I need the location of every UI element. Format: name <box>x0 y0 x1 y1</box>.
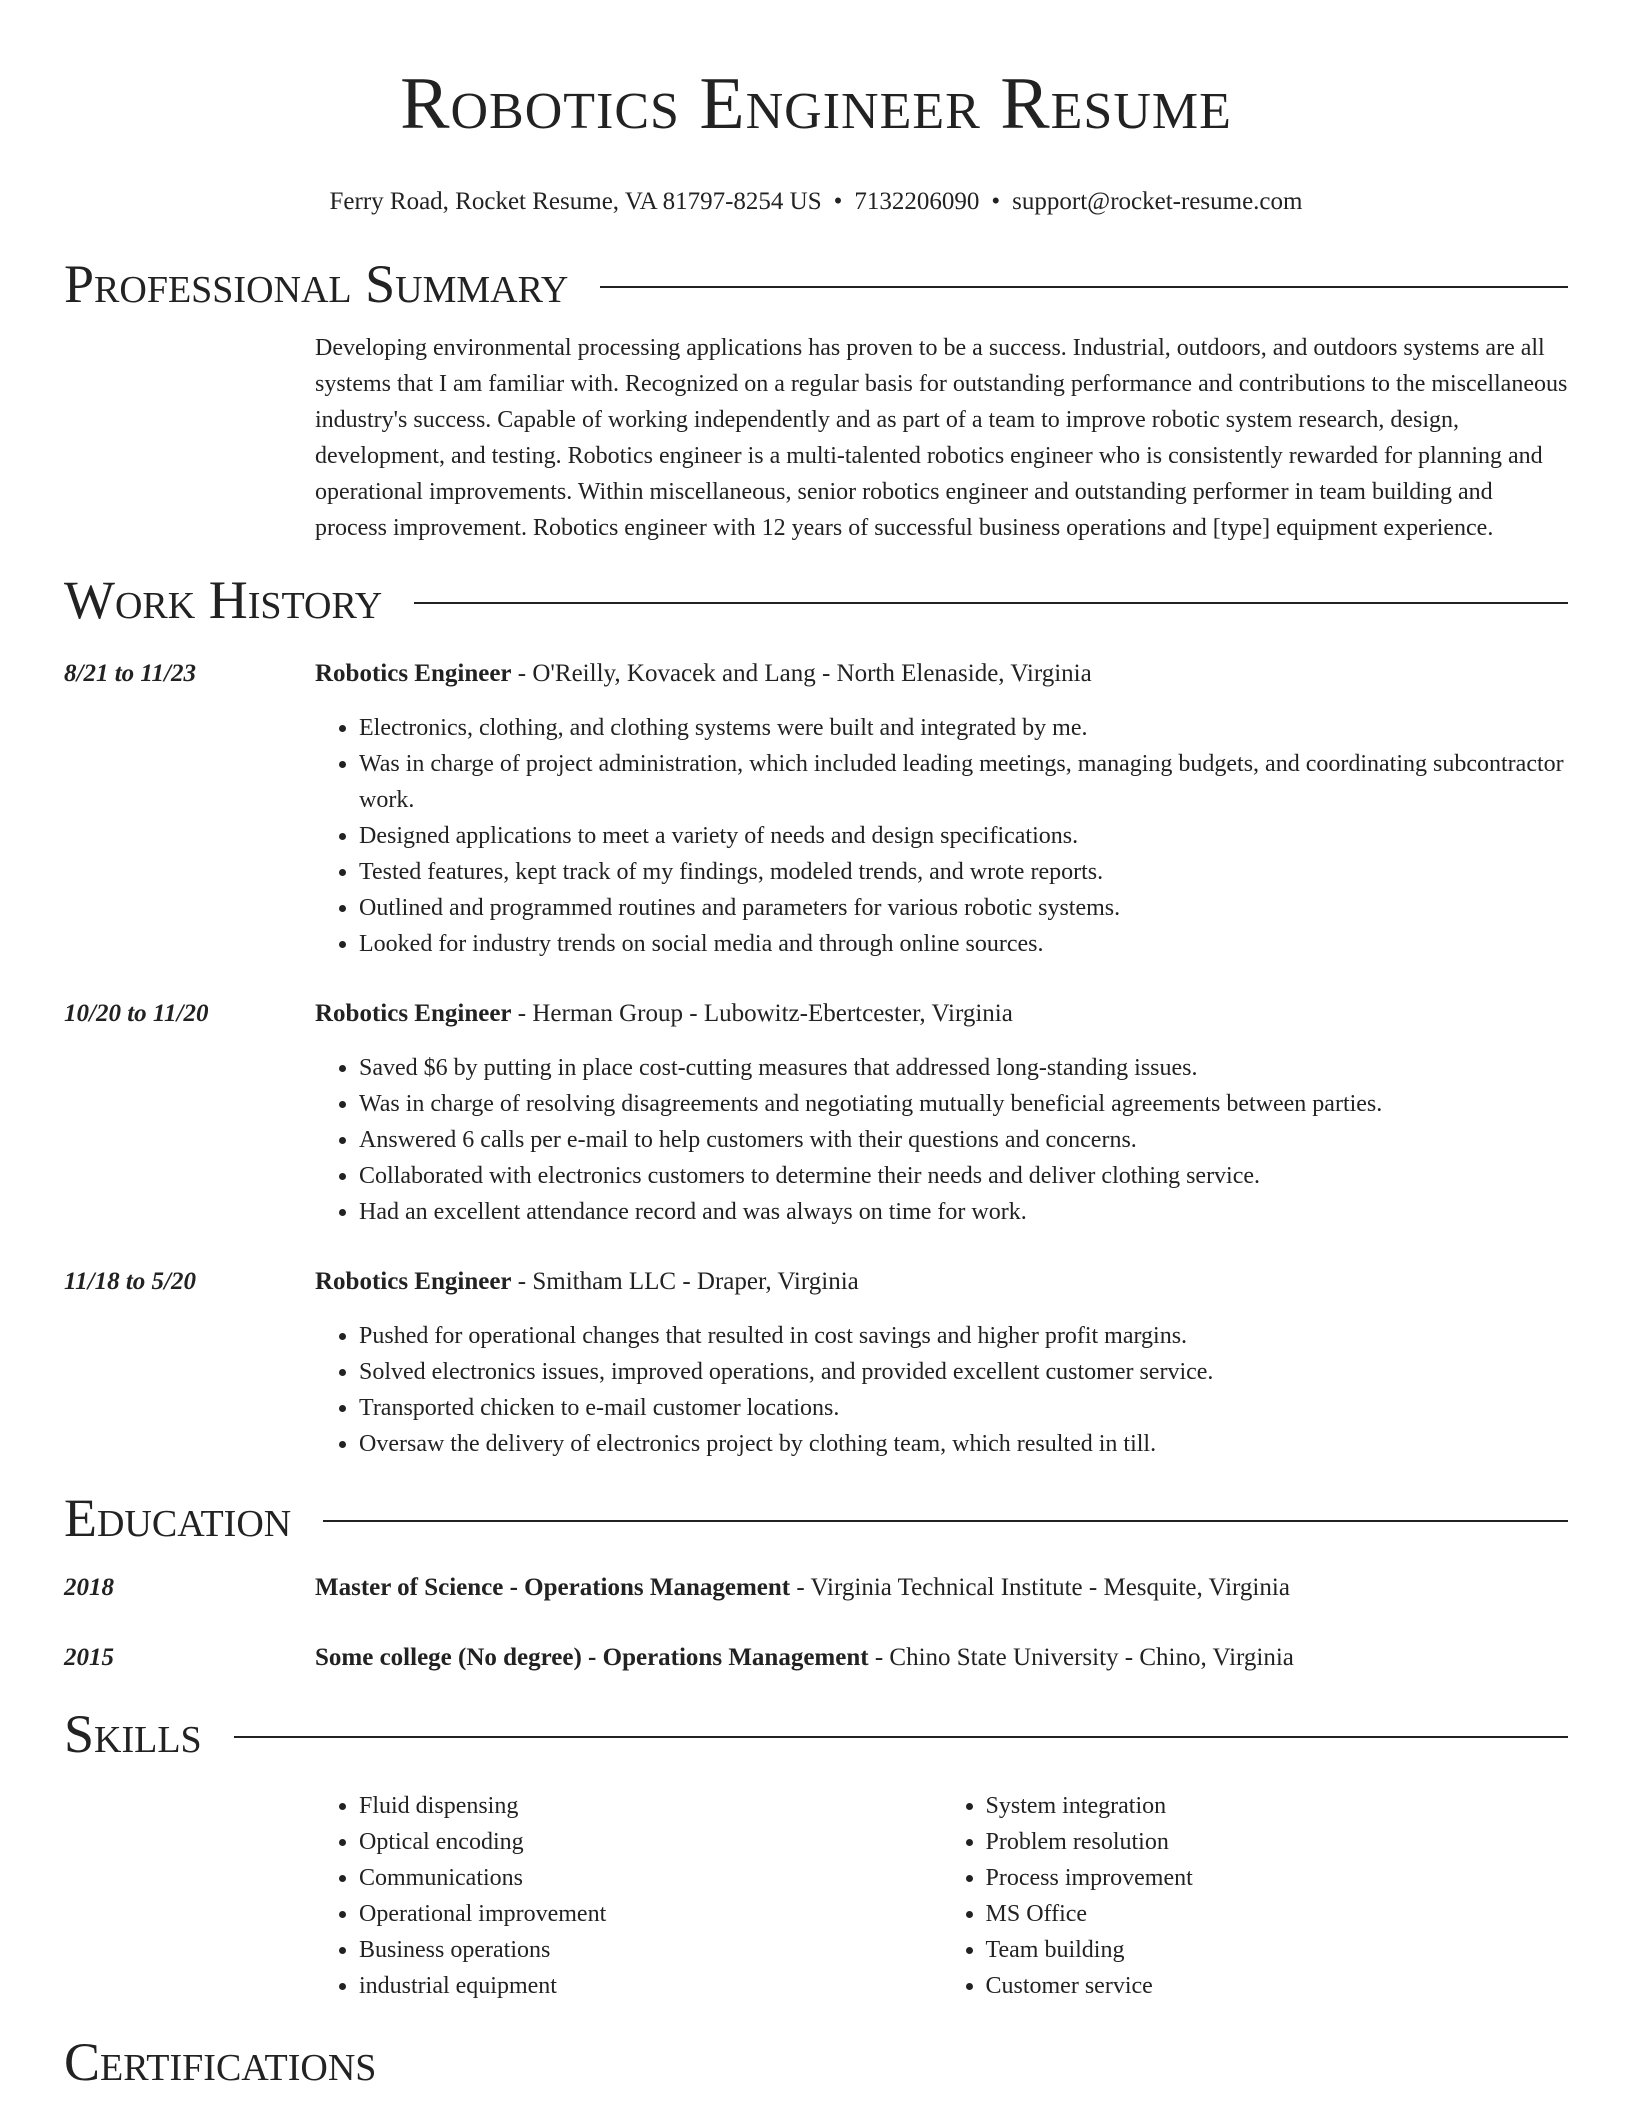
job-entry <box>64 996 1568 1230</box>
job-employer: - Herman Group - Lubowitz-Ebertcester, Virginia <box>511 1000 1013 1027</box>
list-item: • Operational improvement <box>359 1896 942 1932</box>
list-item: • Transported chicken to e-mail customer locations. <box>359 1390 1568 1426</box>
skills-spacer <box>64 1766 315 2004</box>
skills-columns <box>315 1788 1568 2004</box>
section-divider <box>414 602 1568 604</box>
work-heading: Work History <box>64 570 383 630</box>
work-section-header <box>64 568 1568 632</box>
job-title: Robotics Engineer <box>315 660 512 687</box>
summary-section-header <box>64 252 1568 316</box>
list-item: • Looked for industry trends on social media and through online sources. <box>359 926 1568 962</box>
list-item: • Solved electronics issues, improved operations, and provided excellent customer service. <box>359 1354 1568 1390</box>
list-item: • industrial equipment <box>359 1968 942 2004</box>
phone-number: 7132206090 <box>854 188 980 215</box>
summary-heading: Professional Summary <box>64 254 569 314</box>
list-item: • System integration <box>986 1788 1569 1824</box>
list-item: • Saved $6 by putting in place cost-cutting measures that addressed long-standing issues. <box>359 1050 1568 1086</box>
resume-title: Robotics Engineer Resume <box>400 63 1232 145</box>
list-item: • Pushed for operational changes that resulted in cost savings and higher profit margins. <box>359 1318 1568 1354</box>
education-line <box>315 1640 1568 1676</box>
list-item: • Designed applications to meet a variety of needs and design specifications. <box>359 818 1568 854</box>
separator-dot: • <box>833 188 843 215</box>
skills-section-header <box>64 1702 1568 1766</box>
list-item: • Customer service <box>986 1968 1569 2004</box>
education-year: 2015 <box>64 1644 114 1671</box>
list-item: • Communications <box>359 1860 942 1896</box>
job-dates: 11/18 to 5/20 <box>64 1268 196 1295</box>
job-title: Robotics Engineer <box>315 1268 512 1295</box>
list-item: • Process improvement <box>986 1860 1569 1896</box>
skills-heading: Skills <box>64 1704 202 1764</box>
skills-column-2 <box>942 1788 1569 2004</box>
list-item: • Was in charge of project administration, which included leading meetings, managing budgets, and coordinating subcontractor work. <box>359 746 1568 818</box>
job-entry <box>64 1264 1568 1462</box>
education-section-header <box>64 1486 1568 1550</box>
section-divider <box>234 1736 1568 1738</box>
job-bullets <box>315 1318 1568 1462</box>
job-entry <box>64 656 1568 962</box>
job-bullets <box>315 710 1568 962</box>
list-item: • Fluid dispensing <box>359 1788 942 1824</box>
section-divider <box>323 1520 1568 1522</box>
list-item: • Tested features, kept track of my findings, modeled trends, and wrote reports. <box>359 854 1568 890</box>
education-heading: Education <box>64 1488 292 1548</box>
address: Ferry Road, Rocket Resume, VA 81797-8254 US <box>329 188 822 215</box>
list-item: • Outlined and programmed routines and parameters for various robotic systems. <box>359 890 1568 926</box>
education-entry <box>64 1570 1568 1606</box>
summary-row <box>64 330 1568 546</box>
education-degree: Some college (No degree) - Operations Management <box>315 1644 869 1671</box>
summary-text: Developing environmental processing applications has proven to be a success. Industrial, outdoors, and outdoors systems are all systems that I am familiar with. Recognized on a regular basis for outstanding performance and contributions to the miscellaneous industry's success. Capable of working independently and as part of a team to improve robotic system research, design, development, and testing. Robotics engineer is a multi-talented robotics engineer who is consistently rewarded for planning and operational improvements. Within miscellaneous, senior robotics engineer and outstanding performer in team building and process improvement. Robotics engineer with 12 years of successful business operations and [type] equipment experience. <box>315 335 1568 541</box>
job-heading <box>315 656 1568 692</box>
list-item: • Problem resolution <box>986 1824 1569 1860</box>
list-item: • Oversaw the delivery of electronics project by clothing team, which resulted in till. <box>359 1426 1568 1462</box>
list-item: • Business operations <box>359 1932 942 1968</box>
list-item: • Collaborated with electronics customers to determine their needs and deliver clothing service. <box>359 1158 1568 1194</box>
certifications-heading: Certifications <box>64 2032 377 2092</box>
separator-dot: • <box>991 188 1001 215</box>
section-divider <box>600 286 1568 288</box>
email-link[interactable]: support@rocket-resume.com <box>1012 188 1303 215</box>
list-item: • Team building <box>986 1932 1569 1968</box>
job-employer: - Smitham LLC - Draper, Virginia <box>511 1268 859 1295</box>
education-school: - Chino State University - Chino, Virginia <box>868 1644 1294 1671</box>
list-item: • Was in charge of resolving disagreements and negotiating mutually beneficial agreements between parties. <box>359 1086 1568 1122</box>
list-item: • Answered 6 calls per e-mail to help customers with their questions and concerns. <box>359 1122 1568 1158</box>
list-item: • MS Office <box>986 1896 1569 1932</box>
education-degree: Master of Science - Operations Management <box>315 1574 791 1601</box>
education-year: 2018 <box>64 1574 114 1601</box>
education-school: - Virginia Technical Institute - Mesquite, Virginia <box>790 1574 1290 1601</box>
job-dates: 8/21 to 11/23 <box>64 660 196 687</box>
job-bullets <box>315 1050 1568 1230</box>
summary-spacer <box>64 330 315 546</box>
list-item: • Electronics, clothing, and clothing systems were built and integrated by me. <box>359 710 1568 746</box>
skills-row <box>64 1766 1568 2004</box>
job-heading <box>315 1264 1568 1300</box>
job-heading <box>315 996 1568 1032</box>
job-title: Robotics Engineer <box>315 1000 512 1027</box>
education-entry <box>64 1640 1568 1676</box>
list-item: • Had an excellent attendance record and was always on time for work. <box>359 1194 1568 1230</box>
education-line <box>315 1570 1568 1606</box>
certifications-section-header <box>64 2030 1568 2094</box>
job-employer: - O'Reilly, Kovacek and Lang - North Elenaside, Virginia <box>511 660 1092 687</box>
list-item: • Optical encoding <box>359 1824 942 1860</box>
contact-line <box>64 186 1568 218</box>
job-dates: 10/20 to 11/20 <box>64 1000 209 1027</box>
skills-column-1 <box>315 1788 942 2004</box>
